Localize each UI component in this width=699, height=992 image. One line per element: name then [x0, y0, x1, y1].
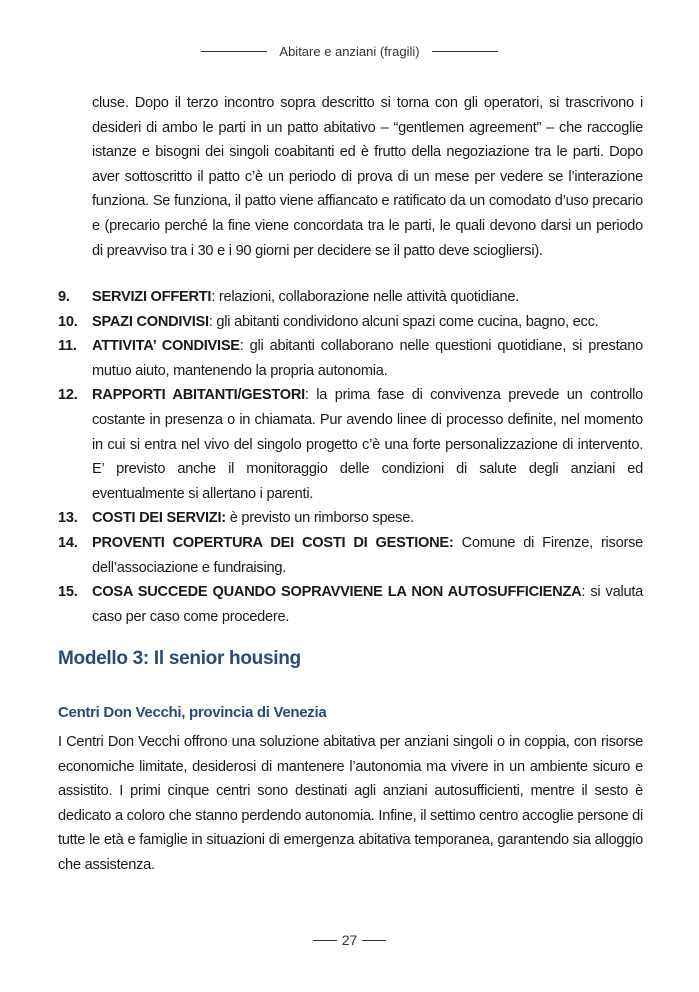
- list-text: : gli abitanti collaborano nelle questioni quotidiane, si prestano mutuo aiuto, mantenendo la propria autonomia.: [92, 338, 643, 379]
- footer-rule-right: [362, 940, 386, 941]
- list-number: 10.: [58, 313, 78, 330]
- list-item: [58, 580, 643, 629]
- footer-rule-left: [313, 940, 337, 941]
- header-rule-left: [201, 51, 267, 52]
- running-header: [0, 44, 699, 59]
- list-number: 14.: [58, 534, 78, 551]
- list-key: COSA SUCCEDE QUANDO SOPRAVVIENE LA NON AUTOSUFFICIENZA: [92, 584, 582, 601]
- list-key: RAPPORTI ABITANTI/GESTORI: [92, 387, 305, 404]
- list-item: [58, 531, 643, 580]
- list-key: SPAZI CONDIVISI: [92, 313, 209, 330]
- list-item: [58, 334, 643, 383]
- list-text: : la prima fase di convivenza prevede un controllo costante in presenza o in chiamata. Pur avendo linee di processo definite, nel momento in cui si entra nel vivo del singolo progetto c’è una forte personalizzazione di intervento. E’ previsto anche il monitoraggio delle condizioni di salute degli anziani ed eventualmente si allertano i parenti.: [92, 387, 643, 502]
- list-item: [58, 506, 643, 531]
- list-text: : gli abitanti condividono alcuni spazi come cucina, bagno, ecc.: [208, 313, 599, 330]
- numbered-list: [58, 285, 643, 629]
- list-number: 9.: [58, 289, 70, 305]
- section-heading: Modello 3: Il senior housing: [58, 648, 301, 669]
- list-item: [58, 310, 643, 335]
- page-number: 27: [341, 932, 358, 948]
- running-title: Abitare e anziani (fragili): [279, 44, 420, 59]
- list-text: : relazioni, collaborazione nelle attività quotidiane.: [211, 289, 519, 305]
- list-text: Comune di Firenze, risorse dell’associazione e fundraising.: [92, 534, 643, 576]
- list-item: [58, 383, 643, 506]
- subsection-heading: Centri Don Vecchi, provincia di Venezia: [58, 704, 327, 721]
- list-key: SERVIZI OFFERTI: [92, 289, 212, 305]
- header-rule-right: [432, 51, 498, 52]
- list-text: : si valuta caso per caso come procedere.: [92, 584, 643, 625]
- subsection-paragraph: I Centri Don Vecchi offrono una soluzione abitativa per anziani singoli o in coppia, con risorse economiche limitate, desiderosi di mantenere l’autonomia ma vivere in un ambiente sicuro e assistito. I primi cinque centri sono destinati agli anziani autosufficienti, mentre il sesto è dedicato a coloro che stanno perdendo autonomia. Infine, il settimo centro accoglie persone di tutte le età e famiglie in situazioni di emergenza abitativa temporanea, garantendo sia alloggio che assistenza.: [58, 734, 643, 873]
- list-key: COSTI DEI SERVIZI:: [92, 510, 226, 527]
- list-number: 11.: [58, 338, 77, 355]
- list-number: 12.: [58, 387, 78, 404]
- list-key: ATTIVITA’ CONDIVISE: [92, 338, 240, 355]
- list-key: PROVENTI COPERTURA DEI COSTI DI GESTIONE:: [92, 534, 454, 551]
- continued-paragraph: cluse. Dopo il terzo incontro sopra descritto si torna con gli operatori, si trascrivono i desideri di ambo le parti in un patto abitativo – “gentlemen agreement” – che raccoglie istanze e bisogni dei singoli coabitanti ed è frutto della negoziazione tra le parti. Dopo aver sottoscritto il patto c’è un periodo di prova di un mese per vedere se l’interazione funziona. Se funziona, il patto viene affiancato e ratificato da un comodato d’uso precario e (precario perché la fine viene concordata tra le parti, le quali devono darsi un periodo di preavviso tra i 30 e i 90 giorni per decidere se il patto deve sciogliersi).: [92, 95, 643, 259]
- list-number: 13.: [58, 510, 78, 527]
- list-item: [58, 285, 643, 310]
- page-footer: [0, 932, 699, 948]
- list-text: è previsto un rimborso spese.: [225, 510, 414, 527]
- list-number: 15.: [58, 584, 78, 601]
